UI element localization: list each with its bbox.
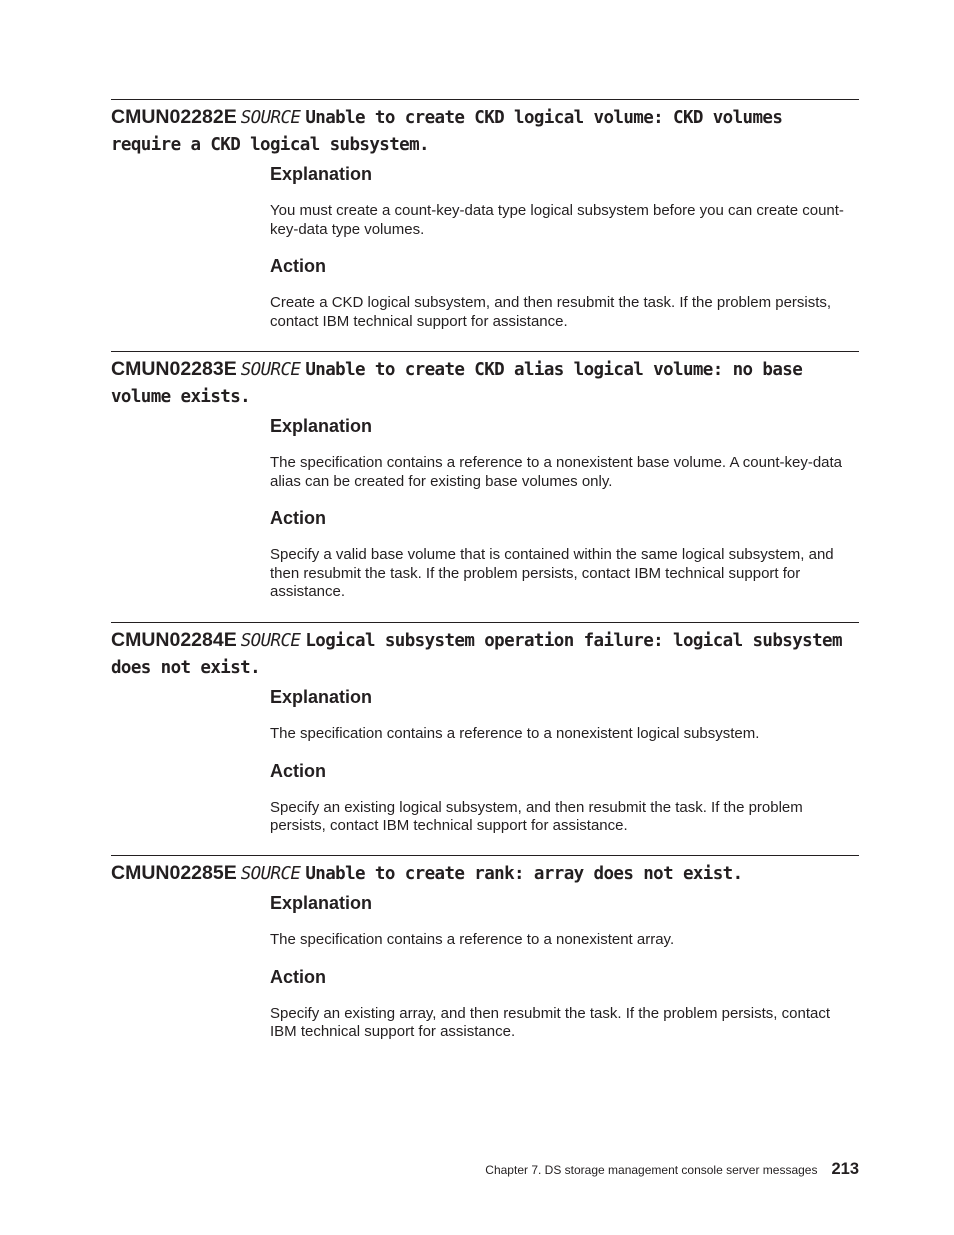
action-heading: Action — [270, 508, 326, 528]
message-body — [270, 686, 850, 836]
action-text: Specify an existing logical subsystem, and then resubmit the task. If the problem persists, contact IBM technical support for assistance. — [270, 798, 803, 834]
message-text: Unable to create CKD alias logical volume: no base volume exists. — [111, 360, 803, 407]
message-entry-cmun02285e — [111, 855, 859, 1042]
message-code: CMUN02284E — [111, 629, 237, 651]
action-text: Create a CKD logical subsystem, and then resubmit the task. If the problem persists, contact IBM technical support for assistance. — [270, 294, 832, 330]
page-number: 213 — [831, 1160, 859, 1178]
explanation-heading: Explanation — [270, 416, 373, 436]
explanation-heading: Explanation — [270, 164, 373, 184]
message-body — [270, 892, 850, 1042]
explanation-text: The specification contains a reference to a nonexistent base volume. A count-key-data alias can be created for existing base volumes only. — [270, 454, 843, 490]
footer-chapter-title: Chapter 7. DS storage management console server messages — [485, 1163, 818, 1177]
page-footer — [485, 1160, 859, 1179]
message-text: Logical subsystem operation failure: logical subsystem does not exist. — [111, 631, 842, 678]
message-heading — [111, 352, 859, 410]
message-source: SOURCE — [240, 360, 301, 380]
message-code: CMUN02283E — [111, 358, 237, 380]
explanation-heading: Explanation — [270, 687, 373, 707]
message-heading — [111, 856, 859, 887]
message-entry-cmun02284e — [111, 622, 859, 836]
message-heading — [111, 100, 859, 158]
action-heading: Action — [270, 966, 326, 987]
message-body — [270, 163, 850, 331]
message-entry-cmun02282e — [111, 99, 859, 331]
action-text: Specify a valid base volume that is contained within the same logical subsystem, and then resubmit the task. If the problem persists, contact IBM technical support for assistance. — [270, 546, 834, 600]
message-source: SOURCE — [240, 864, 301, 884]
action-heading: Action — [270, 256, 326, 276]
message-body — [270, 415, 850, 602]
message-entry-cmun02283e — [111, 351, 859, 602]
message-code: CMUN02282E — [111, 106, 237, 128]
message-source: SOURCE — [240, 631, 301, 651]
action-text: Specify an existing array, and then resubmit the task. If the problem persists, contact IBM technical support for assistance. — [270, 1004, 830, 1040]
explanation-text: The specification contains a reference to a nonexistent logical subsystem. — [270, 725, 760, 742]
explanation-text: You must create a count-key-data type logical subsystem before you can create count-key-data type volumes. — [270, 202, 844, 238]
explanation-text: The specification contains a reference to a nonexistent array. — [270, 931, 675, 948]
action-heading: Action — [270, 760, 326, 781]
message-heading — [111, 623, 859, 681]
explanation-heading: Explanation — [270, 893, 373, 913]
message-text: Unable to create rank: array does not exist. — [305, 864, 743, 884]
message-source: SOURCE — [240, 108, 301, 128]
message-code: CMUN02285E — [111, 862, 237, 884]
message-text: Unable to create CKD logical volume: CKD volumes require a CKD logical subsystem. — [111, 108, 783, 155]
